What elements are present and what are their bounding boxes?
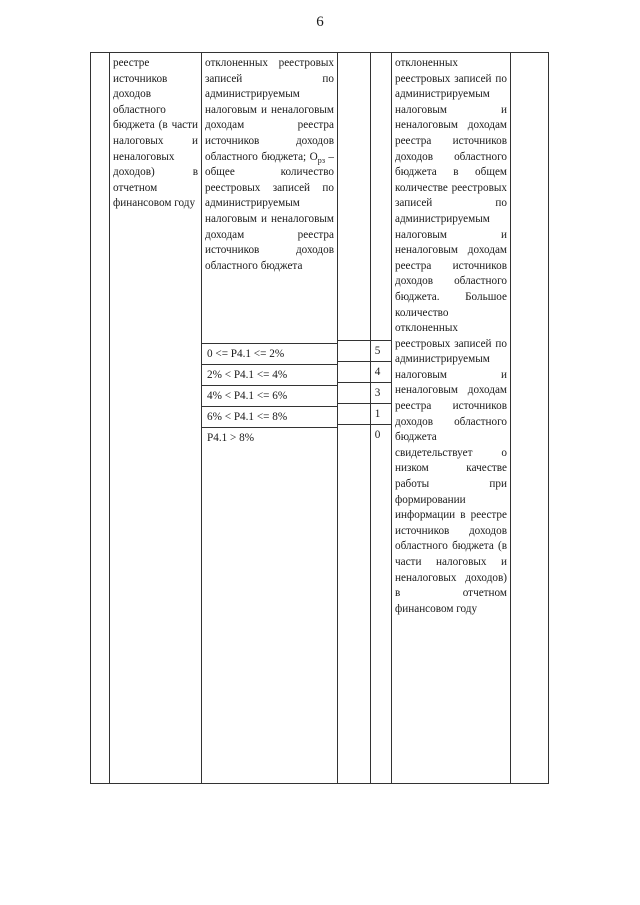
- formula-text-1: отклоненных реестровых записей по администрируемым налоговым и неналоговым доходам реестра источников доходов областного бюджета;: [205, 57, 334, 163]
- score-cell: [338, 53, 392, 784]
- criterion-score: 3: [370, 383, 384, 403]
- formula-symbol: О: [309, 150, 318, 163]
- indicator-description: отклоненных реестровых записей по администрируемым налоговым и неналоговым доходам реестра источников доходов областного бюджета в общем количестве реестровых записей по администрируемым налоговым и неналоговым доходам реестра источников доходов областного бюджета. Большое количество отклоненных реестровых записей по администрируемым налоговым и неналоговым доходам реестра источников доходов областного бюджета свидетельствует о низком качестве работы при формировании информации в реестре источников доходов областного бюджета (в части налоговых и неналоговых доходов) в отчетном финансовом году: [395, 57, 507, 615]
- score-header-space: [338, 53, 391, 340]
- formula-symbol-sub: рз: [317, 155, 325, 165]
- indicator-name: реестре источников доходов областного бюджета (в части налоговых и неналоговых доходов) в отчетном финансовом году: [113, 57, 198, 210]
- formula-description: [202, 53, 337, 343]
- page-number: 6: [316, 14, 324, 30]
- notes-cell: [511, 53, 549, 784]
- score-row: [338, 340, 391, 361]
- criterion-condition: 6% < Р4.1 <= 8%: [202, 406, 337, 427]
- indicator-table: [90, 52, 549, 784]
- index-cell: [91, 53, 110, 784]
- description-cell: [392, 53, 511, 784]
- criterion-score: 0: [370, 425, 384, 783]
- criterion-score: 4: [370, 362, 384, 382]
- formula-text-2: – общее количество реестровых записей по администрируемым налоговым и неналоговым доходам реестра источников доходов областного бюджета: [205, 150, 335, 272]
- criterion-condition: 2% < Р4.1 <= 4%: [202, 364, 337, 385]
- indicator-name-cell: [110, 53, 202, 784]
- score-row: [338, 382, 391, 403]
- criterion-condition: Р4.1 > 8%: [202, 427, 337, 783]
- score-row: [338, 361, 391, 382]
- score-row: [338, 403, 391, 424]
- formula-cell: [202, 53, 338, 784]
- criterion-score: 1: [370, 404, 384, 424]
- criterion-condition: 4% < Р4.1 <= 6%: [202, 385, 337, 406]
- score-row: [338, 424, 391, 783]
- table-row: [91, 53, 549, 784]
- criterion-condition: 0 <= Р4.1 <= 2%: [202, 343, 337, 364]
- criterion-score: 5: [370, 341, 384, 361]
